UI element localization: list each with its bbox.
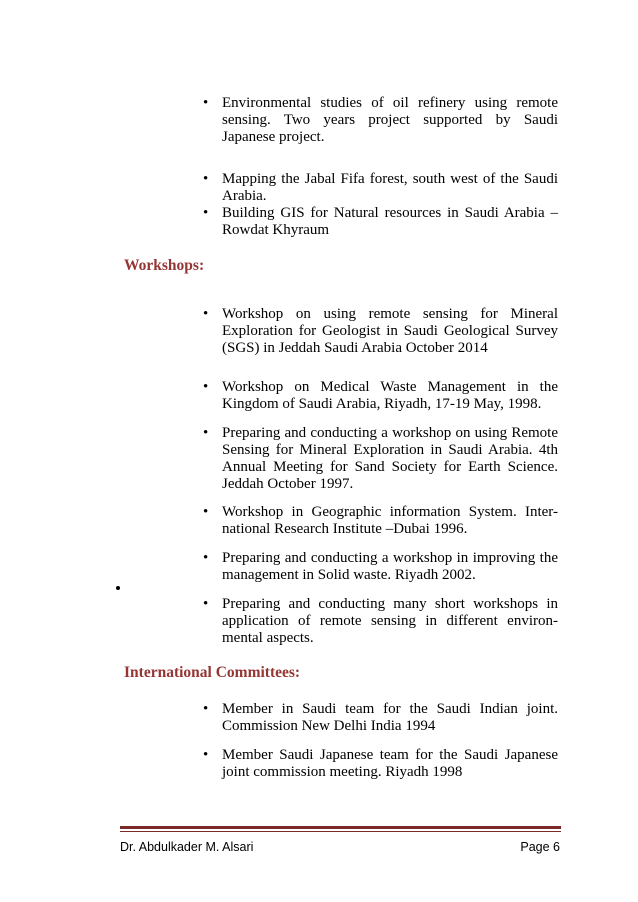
section-heading-committees: International Committees: <box>124 664 301 681</box>
bullet-icon: • <box>203 95 209 111</box>
bullet-icon: • <box>203 379 209 395</box>
section-heading-workshops: Workshops: <box>124 257 205 274</box>
bullet-icon: • <box>203 596 209 612</box>
bullet-icon: • <box>203 550 209 566</box>
list-item-text: Workshop in Geographic information System. Inter-national Research Institute –Dubai 1996. <box>222 504 558 537</box>
list-item-text: Building GIS for Natural resources in Saudi Arabia – Rowdat Khyraum <box>222 205 558 238</box>
list-item-text: Workshop on Medical Waste Management in the Kingdom of Saudi Arabia, Riyadh, 17-19 May, 1998. <box>222 379 558 412</box>
bullet-icon: • <box>203 701 209 717</box>
bullet-icon: • <box>203 504 209 520</box>
bullet-icon: • <box>203 425 209 441</box>
footer-author: Dr. Abdulkader M. Alsari <box>120 840 254 854</box>
stray-bullet-mark <box>116 586 120 590</box>
page-number: Page 6 <box>520 840 560 854</box>
footer-rule <box>120 826 561 829</box>
bullet-icon: • <box>203 747 209 763</box>
list-item-text: Workshop on using remote sensing for Mineral Exploration for Geologist in Saudi Geological Survey (SGS) in Jeddah Saudi Arabia October 2014 <box>222 306 558 356</box>
list-item-text: Environmental studies of oil refinery using remote sensing. Two years project supported by Saudi Japanese project. <box>222 95 558 145</box>
list-item-text: Preparing and conducting many short workshops in application of remote sensing in different environ-mental aspects. <box>222 596 558 646</box>
bullet-icon: • <box>203 171 209 187</box>
bullet-icon: • <box>203 306 209 322</box>
list-item-text: Preparing and conducting a workshop in improving the management in Solid waste. Riyadh 2002. <box>222 550 558 583</box>
list-item-text: Preparing and conducting a workshop on using Remote Sensing for Mineral Exploration in Saudi Arabia. 4th Annual Meeting for Sand Society for Earth Science. Jeddah October 1997. <box>222 425 558 492</box>
list-item-text: Member Saudi Japanese team for the Saudi Japanese joint commission meeting. Riyadh 1998 <box>222 747 558 780</box>
list-item-text: Mapping the Jabal Fifa forest, south west of the Saudi Arabia. <box>222 171 558 204</box>
footer-rule-thin <box>120 831 561 832</box>
bullet-icon: • <box>203 205 209 221</box>
list-item-text: Member in Saudi team for the Saudi Indian joint. Commission New Delhi India 1994 <box>222 701 558 734</box>
